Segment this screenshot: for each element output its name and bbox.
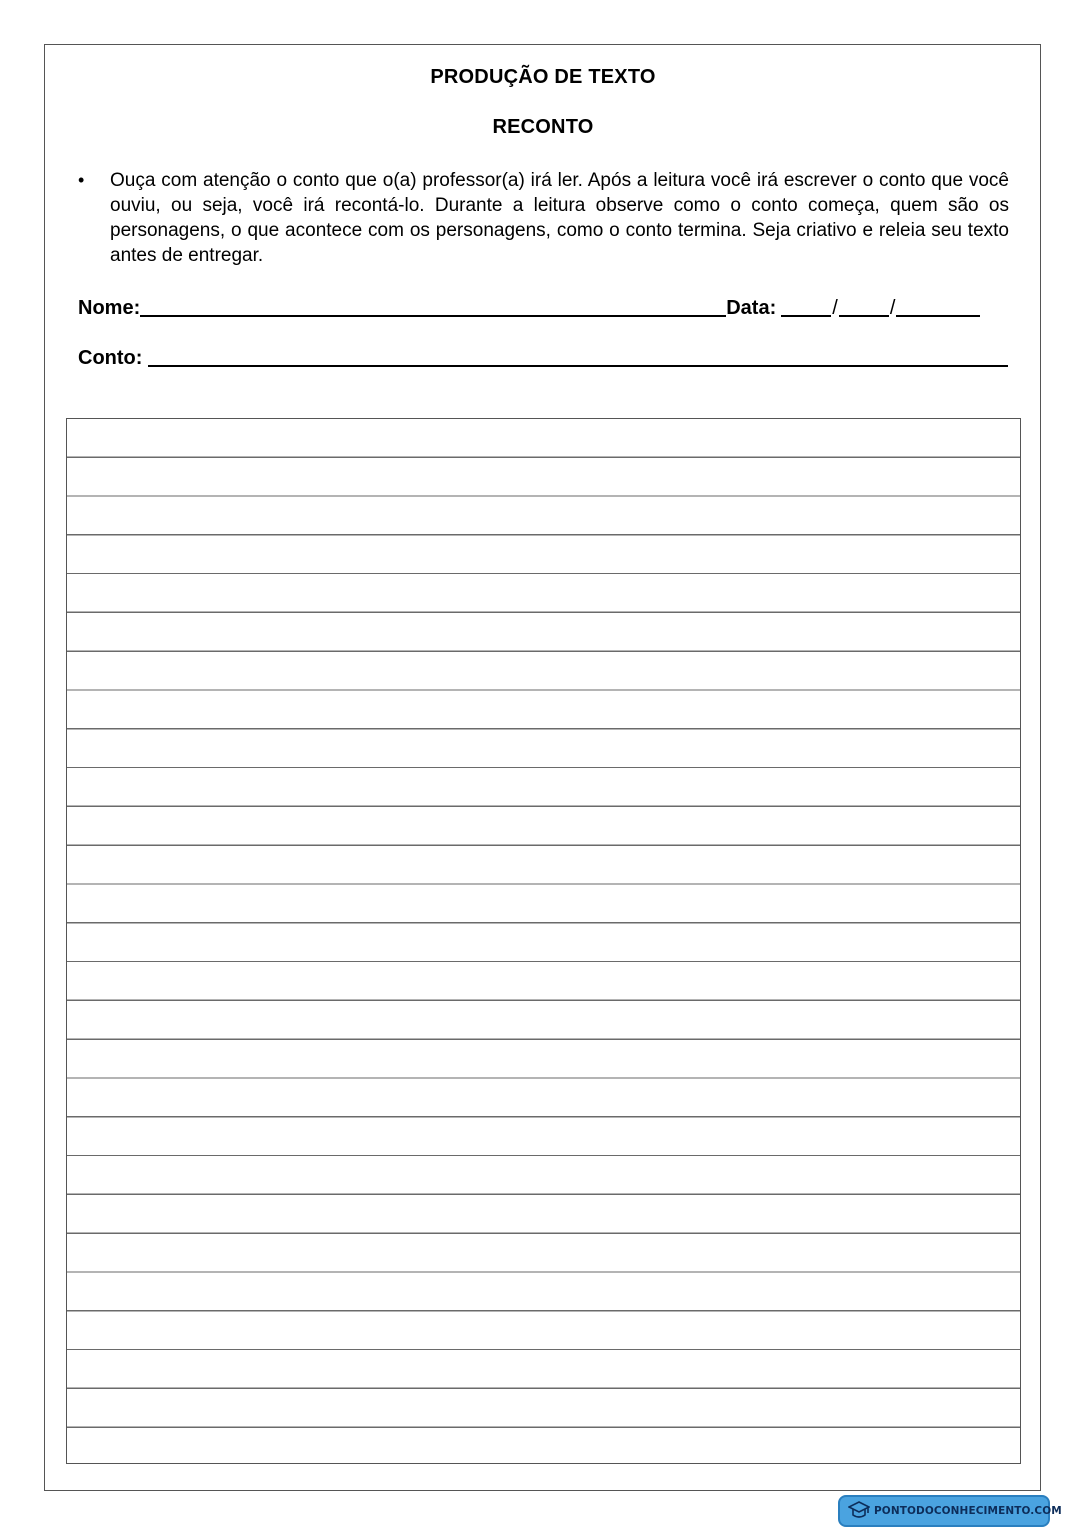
page-subtitle: RECONTO: [492, 116, 594, 138]
instructions-block: [78, 168, 1009, 268]
writing-area[interactable]: [66, 418, 1021, 1464]
date-label: Data:: [726, 297, 777, 319]
date-year-field[interactable]: [896, 295, 980, 317]
page-title: PRODUÇÃO DE TEXTO: [430, 66, 656, 88]
date-separator: /: [889, 297, 896, 319]
name-label: Nome:: [78, 297, 141, 319]
instructions-text: Ouça com atenção o conto que o(a) professor(a) irá ler. Após a leitura você irá escrever o conto que você ouviu, ou seja, você irá recontá-lo. Durante a leitura observe como o conto começa, quem são os personagens, o que acontece com os personagens, como o conto termina. Seja criativo e releia seu texto antes de entregar.: [110, 170, 1009, 266]
site-badge-label: PONTODOCONHECIMENTO.COM: [874, 1505, 1062, 1517]
story-label: Conto:: [78, 347, 143, 369]
date-day-field[interactable]: [781, 295, 831, 317]
date-month-field[interactable]: [839, 295, 889, 317]
school-icon: [848, 1501, 870, 1521]
name-field[interactable]: [140, 295, 726, 317]
story-title-field[interactable]: [148, 345, 1008, 367]
name-date-row: [78, 292, 1000, 320]
site-badge[interactable]: [838, 1495, 1062, 1527]
date-separator: /: [832, 297, 838, 319]
bullet-icon: •: [78, 170, 85, 190]
story-row: [78, 342, 1008, 370]
